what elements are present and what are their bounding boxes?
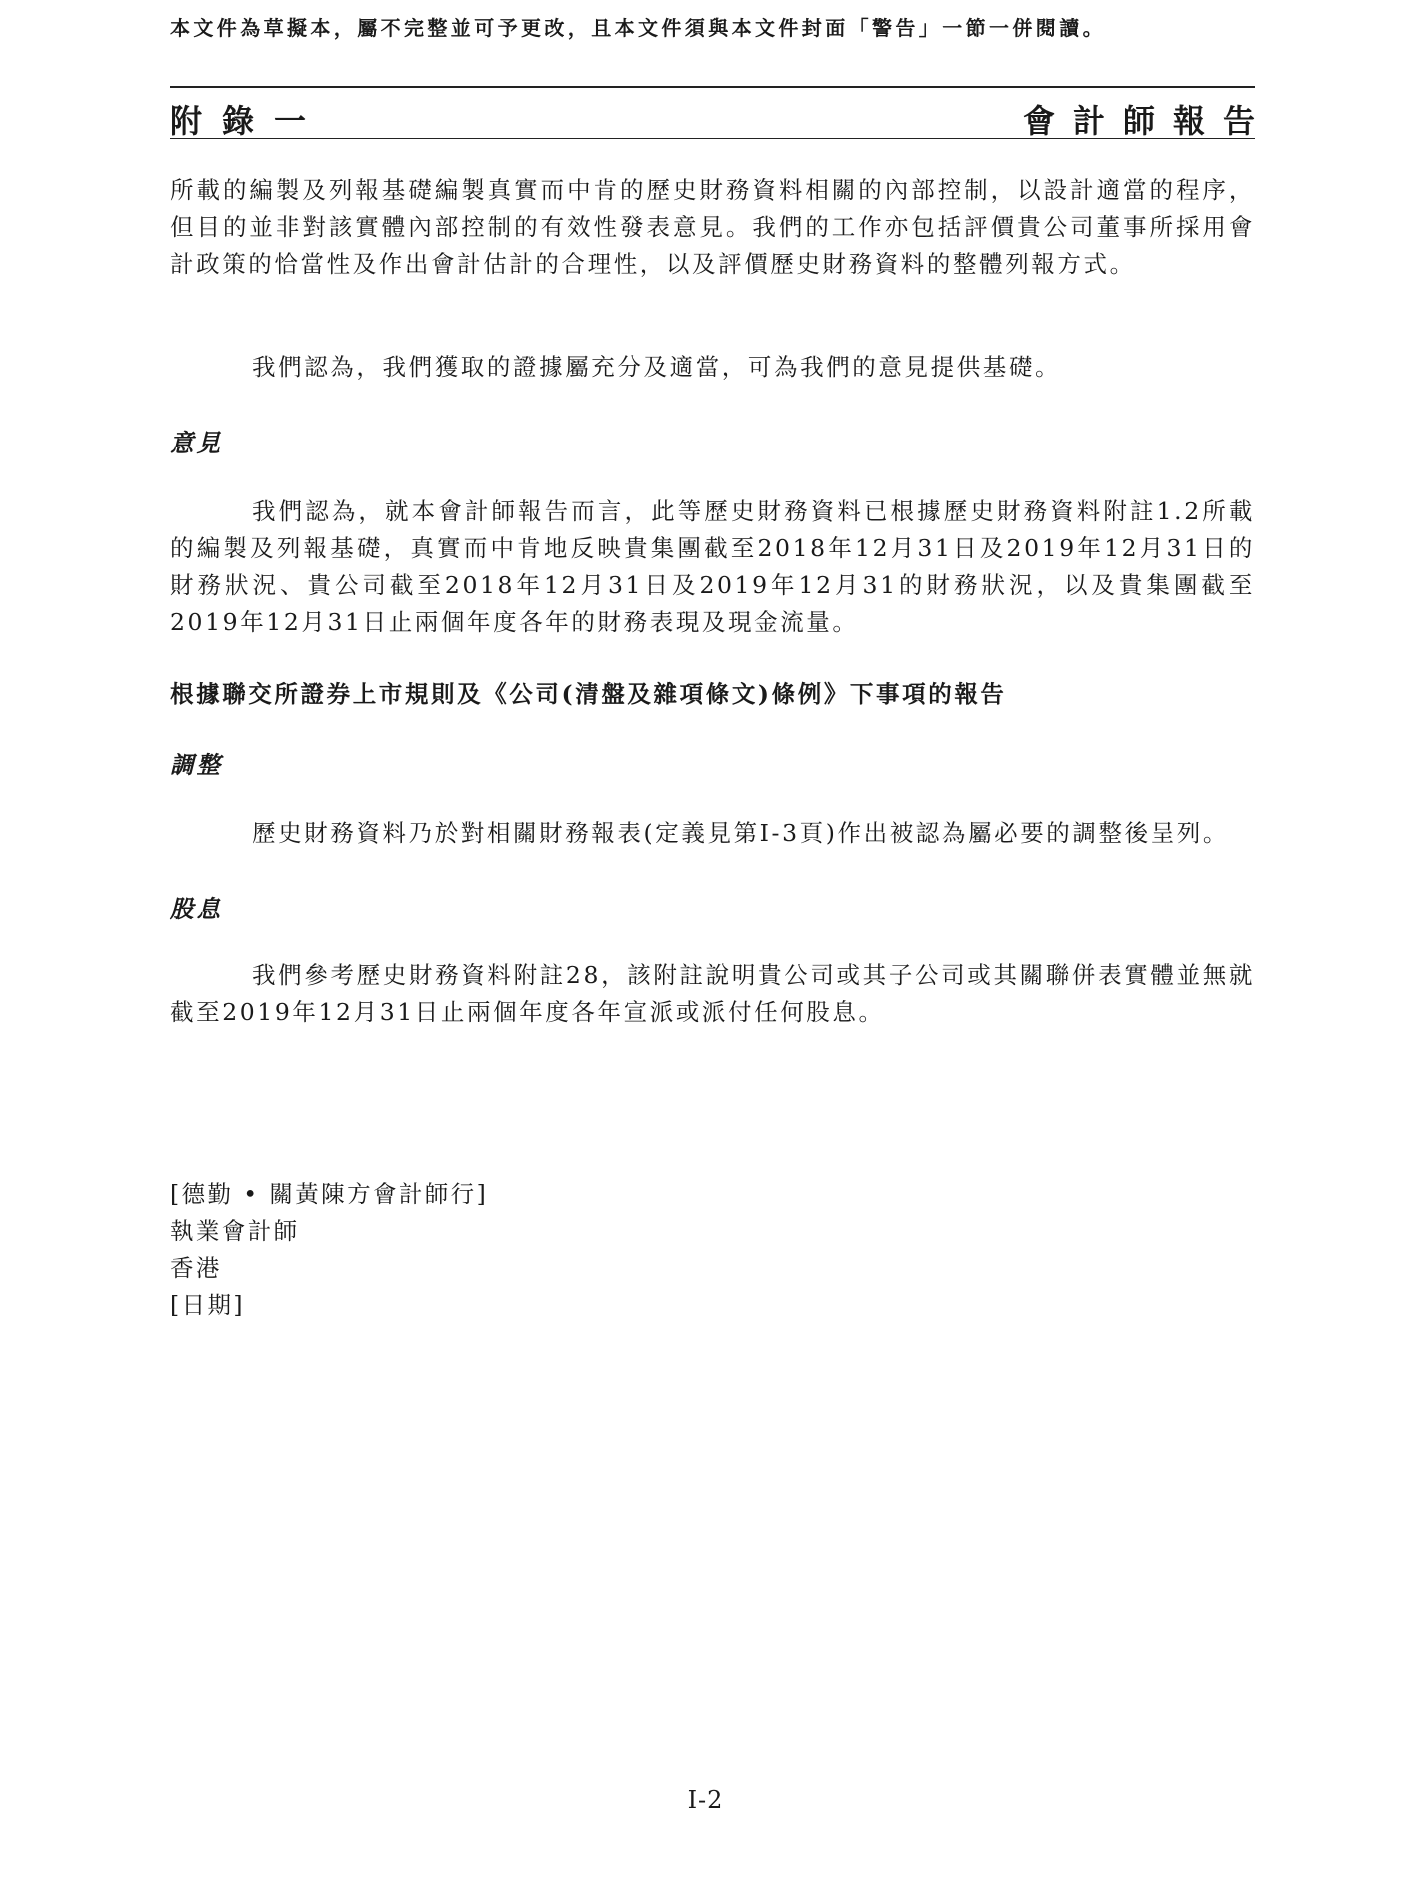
signature-firm: [德勤 • 關黃陳方會計師行] [170, 1180, 489, 1208]
signature-date: [日期] [170, 1291, 245, 1319]
paragraph-adjustments: 歷史財務資料乃於對相關財務報表(定義見第I-3頁)作出被認為屬必要的調整後呈列。 [252, 819, 1230, 847]
heading-dividends: 股息 [170, 895, 223, 923]
heading-report-on-matters: 根據聯交所證券上市規則及《公司(清盤及雜項條文)條例》下事項的報告 [170, 680, 1007, 708]
page-number: I-2 [687, 1786, 724, 1814]
appendix-label: 附錄一 [170, 102, 327, 140]
signature-title: 執業會計師 [170, 1217, 300, 1245]
heading-opinion: 意見 [170, 429, 223, 457]
header-rule-bottom [170, 138, 1255, 139]
section-label: 會計師報告 [1022, 102, 1273, 140]
paragraph-opinion: 我們認為，就本會計師報告而言，此等歷史財務資料已根據歷史財務資料附註1.2所載的編製及列報基礎，真實而中肯地反映貴集團截至2018年12月31日及2019年12月31日的財務狀況、貴公司截至2018年12月31日及2019年12月31的財務狀況，以及貴集團截至2019年12月31日止兩個年度各年的財務表現及現金流量。 [170, 497, 1255, 636]
draft-notice: 本文件為草擬本，屬不完整並可予更改，且本文件須與本文件封面「警告」一節一併閱讀。 [170, 16, 1106, 40]
paragraph-dividends: 我們參考歷史財務資料附註28，該附註說明貴公司或其子公司或其關聯併表實體並無就截至2019年12月31日止兩個年度各年宣派或派付任何股息。 [170, 961, 1255, 1026]
paragraph-internal-control: 所載的編製及列報基礎編製真實而中肯的歷史財務資料相關的內部控制，以設計適當的程序，但目的並非對該實體內部控制的有效性發表意見。我們的工作亦包括評價貴公司董事所採用會計政策的恰當性及作出會計估計的合理性，以及評價歷史財務資料的整體列報方式。 [170, 176, 1255, 278]
signature-block [170, 1176, 488, 1324]
heading-adjustments: 調整 [170, 751, 223, 779]
header-rule-top [170, 86, 1255, 88]
paragraph-basis-for-opinion: 我們認為，我們獲取的證據屬充分及適當，可為我們的意見提供基礎。 [252, 353, 1062, 381]
signature-location: 香港 [170, 1254, 222, 1282]
